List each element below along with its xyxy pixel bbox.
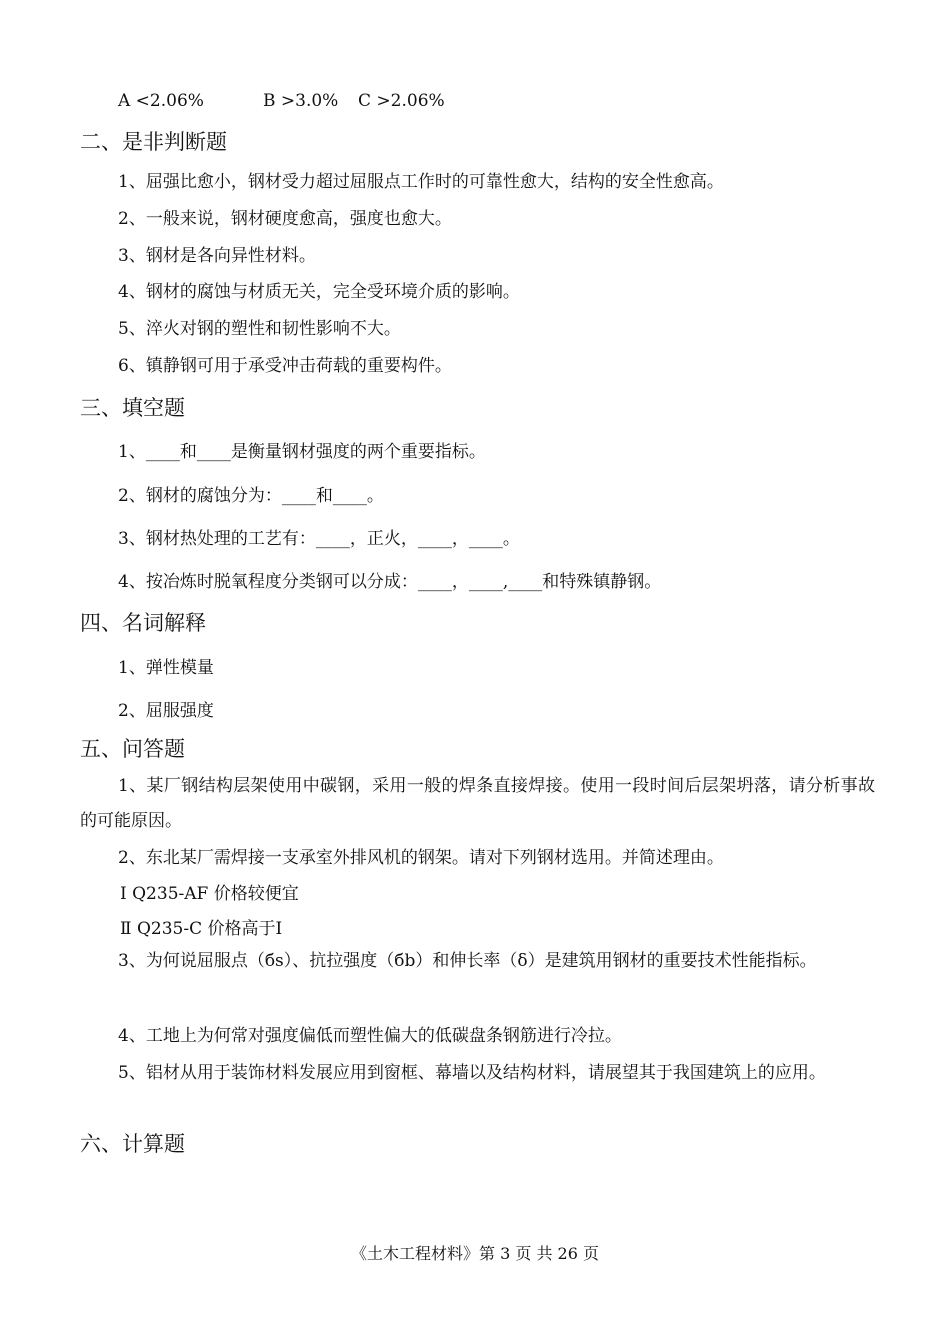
question-4: 4、工地上为何常对强度偏低而塑性偏大的低碳盘条钢筋进行冷拉。 — [118, 1026, 622, 1046]
list-item: 1、弹性模量 — [118, 658, 214, 678]
option-c: C >2.06% — [358, 91, 445, 111]
question-1: 1、某厂钢结构层架使用中碳钢，采用一般的焊条直接焊接。使用一段时间后层架坍落，请分析事故的可能原因。 — [80, 776, 875, 831]
option-b: B >3.0% — [263, 91, 339, 111]
section-heading-fill-blank: 三、填空题 — [80, 396, 185, 420]
section-heading-qa: 五、问答题 — [80, 737, 185, 761]
list-item: 2、一般来说，钢材硬度愈高，强度也愈大。 — [118, 209, 452, 229]
section-heading-calculation: 六、计算题 — [80, 1132, 185, 1156]
list-item: 1、屈强比愈小，钢材受力超过屈服点工作时的可靠性愈大，结构的安全性愈高。 — [118, 172, 724, 192]
question-2: 2、东北某厂需焊接一支承室外排风机的钢架。请对下列钢材选用。并简述理由。 — [118, 848, 724, 868]
list-item: 4、钢材的腐蚀与材质无关，完全受环境介质的影响。 — [118, 282, 520, 302]
list-item: 1、____和____是衡量钢材强度的两个重要指标。 — [118, 442, 486, 462]
list-item: 3、钢材是各向异性材料。 — [118, 246, 316, 266]
question-3: 3、为何说屈服点（бs）、抗拉强度（бb）和伸长率（δ）是建筑用钢材的重要技术性能指标。 — [118, 951, 817, 971]
list-item: 6、镇静钢可用于承受冲击荷载的重要构件。 — [118, 356, 452, 376]
list-item: 3、钢材热处理的工艺有：____，正火，____，____。 — [118, 529, 520, 549]
option-a: A <2.06% — [118, 91, 204, 111]
section-heading-terms: 四、名词解释 — [80, 611, 206, 635]
list-item: 5、淬火对钢的塑性和韧性影响不大。 — [118, 319, 401, 339]
section-heading-true-false: 二、是非判断题 — [80, 130, 227, 154]
options-line — [118, 90, 445, 112]
page-footer: 《土木工程材料》第 3 页 共 26 页 — [351, 1244, 599, 1263]
question-2-option-2: Ⅱ Q235-C 价格高于Ⅰ — [120, 919, 283, 939]
list-item: 2、屈服强度 — [118, 701, 214, 721]
list-item: 4、按冶炼时脱氧程度分类钢可以分成：____，____,____和特殊镇静钢。 — [118, 572, 662, 592]
list-item: 2、钢材的腐蚀分为：____和____。 — [118, 486, 384, 506]
question-2-option-1: Ⅰ Q235-AF 价格较便宜 — [120, 884, 299, 904]
question-5: 5、铝材从用于装饰材料发展应用到窗框、幕墙以及结构材料，请展望其于我国建筑上的应用。 — [118, 1063, 826, 1083]
